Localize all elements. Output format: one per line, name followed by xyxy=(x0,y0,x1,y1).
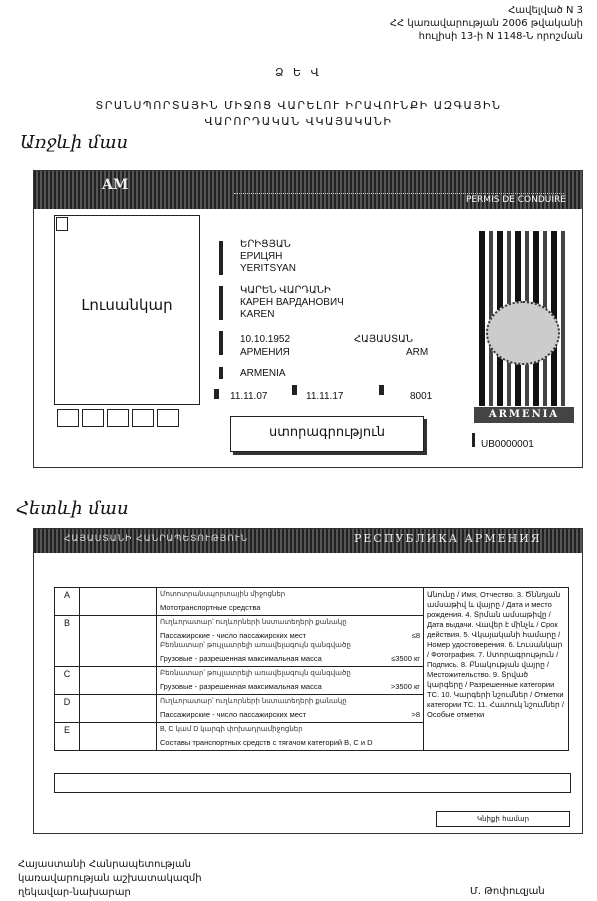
category-description xyxy=(157,695,424,723)
category-letter: A xyxy=(55,588,80,616)
front-header-band xyxy=(34,171,582,209)
office-code: 8001 xyxy=(410,391,433,402)
field-marker xyxy=(219,331,223,355)
category-date-cell xyxy=(80,723,157,751)
appendix-title: Հավելված N 3 xyxy=(508,5,583,16)
corner-mark xyxy=(56,217,68,231)
name-ru: КАРЕН ВАРДАНОВИЧ xyxy=(240,297,344,308)
limit-value: >8 xyxy=(411,710,420,719)
code-cell xyxy=(82,409,104,427)
license-front xyxy=(33,170,583,468)
field-marker xyxy=(219,241,223,275)
back-side-heading: Հետևի մաս xyxy=(16,498,129,519)
desc-russian: Пассажирские - число пассажирских мест xyxy=(160,631,307,640)
desc-armenian: Ուղևորատար՝ ուղևորների նստատեղերի քանակը xyxy=(160,619,347,626)
decree-number: հուլիսի 13-ի N 1148-Ն որոշման xyxy=(418,31,583,42)
field-marker xyxy=(379,385,384,395)
category-date-cell xyxy=(80,667,157,695)
field-legend: Անունը / Имя, Отчество. 3. Ծննդյան ամսաթիվ և վայրը / Дата и место рождения. 4. Տրման ամսաթիվը / Дата выдачи. Վավեր է մինչև / Срок действия. 5. Վկայականի համարը / Номер удостоверения. 6. Լուսանկար / Фотография. 7. Ստորագրություն / Подпись. 8. Բնակության վայրը / Местожительство. 9. Տրված կարգերը / Разрешенные категории ТС. 10. Կարգերի նշումներ / Отметки категории ТС. 11. Հատուկ նշումներ / Особые отметки xyxy=(424,588,569,751)
special-notes-row xyxy=(54,773,571,793)
code-cell xyxy=(132,409,154,427)
coat-of-arms-seal xyxy=(486,301,560,365)
signature-label: ստորագրություն xyxy=(269,425,385,440)
document-title-line2: ՎԱՐՈՐԴԱԿԱՆ ՎԿԱՅԱԿԱՆԻ xyxy=(204,115,393,128)
categories-table xyxy=(54,587,569,751)
surname-en: YERITSYAN xyxy=(240,263,296,274)
code-cell xyxy=(57,409,79,427)
signatory-title xyxy=(18,858,202,900)
country-en: ARMENIA xyxy=(240,368,286,379)
signatory-line3: ղեկավար-նախարար xyxy=(18,887,131,898)
code-cell xyxy=(157,409,179,427)
country-hy: ՀԱՅԱՍՏԱՆ xyxy=(354,334,414,345)
decree-line: ՀՀ կառավարության 2006 թվականի xyxy=(389,18,583,29)
limit-value: ≤3500 кг xyxy=(391,654,420,663)
category-letter: C xyxy=(55,667,80,695)
name-en: KAREN xyxy=(240,309,275,320)
desc-russian: Составы транспортных средств с тягачом категорий B, C и D xyxy=(160,738,373,747)
category-description xyxy=(157,667,424,695)
category-letter: D xyxy=(55,695,80,723)
form-label: Ձ Ե Վ xyxy=(275,66,322,79)
field-marker xyxy=(219,286,223,320)
code-cells xyxy=(57,409,182,431)
birth-date: 10.10.1952 xyxy=(240,334,291,345)
license-back xyxy=(33,528,583,834)
expiry-date: 11.11.17 xyxy=(306,391,344,402)
country-code: ARM xyxy=(406,347,429,358)
category-date-cell xyxy=(80,588,157,616)
category-description xyxy=(157,723,424,751)
desc-armenian: Մոտոտրանսպորտային միջոցներ xyxy=(160,591,286,598)
appendix-header xyxy=(390,4,583,43)
desc-armenian: Բեռնատար՝ թույլատրելի առավելագույն զանգվածը xyxy=(160,642,351,649)
signature-box xyxy=(230,416,424,452)
category-description xyxy=(157,616,424,667)
category-date-cell xyxy=(80,616,157,667)
desc-russian: Грузовые - разрешенная максимальная масса xyxy=(160,682,322,691)
armenia-banner: ARMENIA xyxy=(474,407,574,423)
signatory-line1: Հայաստանի Հանրապետության xyxy=(18,859,192,870)
field-marker xyxy=(219,367,223,379)
surname-hy: ԵՐԻՑՅԱՆ xyxy=(240,239,291,250)
desc-armenian: Բեռնատար՝ թույլատրելի առավելագույն զանգվածը xyxy=(160,670,351,677)
category-letter: B xyxy=(55,616,80,667)
limit-value: >3500 кг xyxy=(390,682,420,691)
table-row xyxy=(55,588,569,616)
category-description xyxy=(157,588,424,616)
desc-russian: Пассажирские - число пассажирских мест xyxy=(160,710,307,719)
document-title-line1: ՏՐԱՆՍՊՈՐՏԱՅԻՆ ՄԻՋՈՑ ՎԱՐԵԼՈՒ ԻՐԱՎՈՒՆՔԻ ԱԶԳԱՅԻՆ xyxy=(95,99,502,112)
stamp-box: Կնիքի համար xyxy=(436,811,570,827)
limit-value: ≤8 xyxy=(411,631,420,640)
category-date-cell xyxy=(80,695,157,723)
desc-russian: Мототранспортные средства xyxy=(160,603,261,612)
country-ru: АРМЕНИЯ xyxy=(240,347,290,358)
band-right-text: РЕСПУБЛИКА АРМЕНИЯ xyxy=(354,532,542,545)
country-code-am: AM xyxy=(102,177,129,193)
photo-label: Լուսանկար xyxy=(81,296,173,314)
field-marker xyxy=(214,389,219,399)
band-left-text: ՀԱՅԱՍՏԱՆԻ ՀԱՆՐԱՊԵՏՈՒԹՅՈՒՆ xyxy=(64,534,249,544)
surname-block xyxy=(240,239,296,275)
issue-date: 11.11.07 xyxy=(230,391,268,402)
permis-label: PERMIS DE CONDUIRE xyxy=(465,195,566,205)
field-marker xyxy=(292,385,297,395)
signatory-name: Մ. Թոփուզյան xyxy=(470,886,545,897)
document-number: UB0000001 xyxy=(481,439,534,450)
field-marker xyxy=(472,433,475,447)
desc-armenian: Ուղևորատար՝ ուղևորների նստատեղերի քանակը xyxy=(160,698,347,705)
front-side-heading: Առջևի մաս xyxy=(20,132,129,153)
desc-armenian: B, C կամ D կարգի փոխադրամիջոցներ xyxy=(160,726,303,733)
category-letter: E xyxy=(55,723,80,751)
surname-ru: ЕРИЦЯН xyxy=(240,251,283,262)
photo-placeholder xyxy=(54,215,200,405)
code-cell xyxy=(107,409,129,427)
desc-russian: Грузовые - разрешенная максимальная масса xyxy=(160,654,322,663)
name-hy: ԿԱՐԵՆ ՎԱՐԴԱՆԻ xyxy=(240,285,331,296)
signatory-line2: կառավարության աշխատակազմի xyxy=(18,873,202,884)
name-block xyxy=(240,285,344,321)
back-header-band xyxy=(34,529,582,553)
